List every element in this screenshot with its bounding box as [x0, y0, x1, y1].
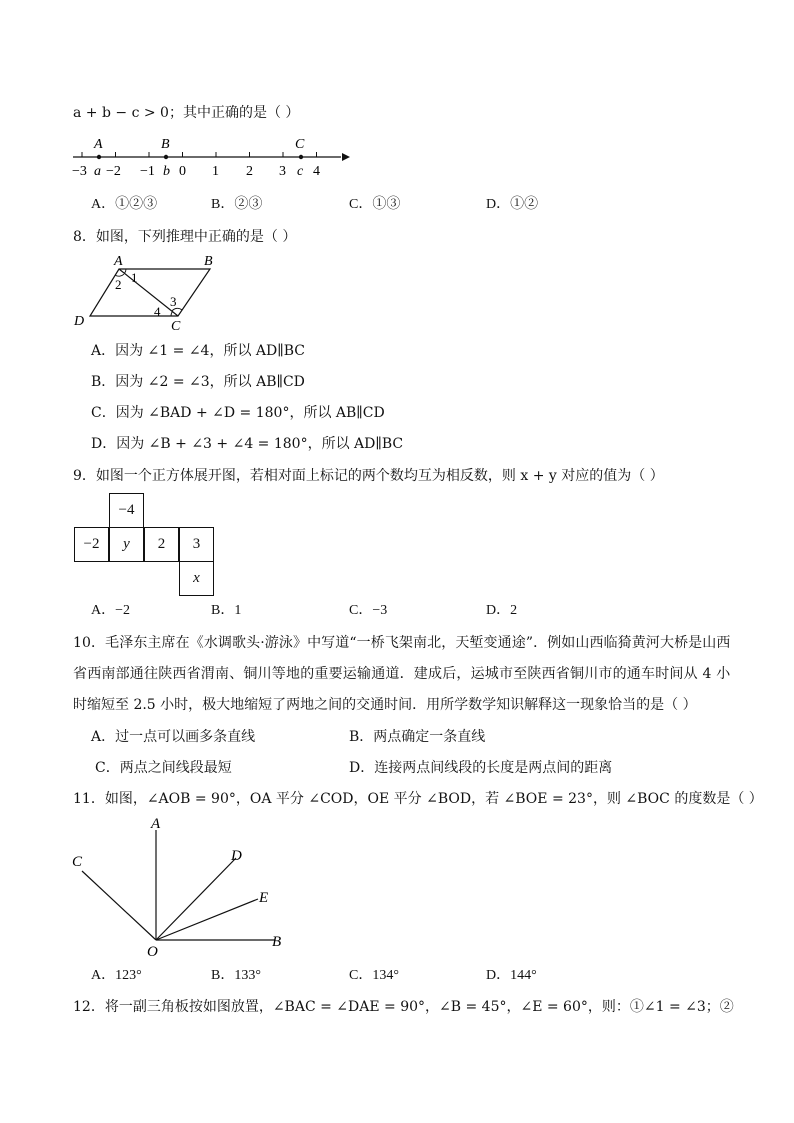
point-b [164, 155, 168, 159]
q11-label-O: O [147, 944, 158, 960]
q11-option-c[interactable]: C．134° [349, 968, 399, 983]
q8-parallelogram-figure [70, 252, 230, 332]
q8-vertex-B: B [204, 254, 213, 269]
q9-option-a[interactable]: A．−2 [91, 603, 131, 618]
nl-tick-0: 0 [179, 164, 186, 179]
q8-option-c[interactable]: C．因为 ∠BAD + ∠D = 180°，所以 AB∥CD [91, 405, 385, 421]
nl-tick-4: 4 [313, 164, 320, 179]
q7-stem-tail: a + b − c > 0；其中正确的是（ ） [73, 105, 300, 121]
point-c [299, 155, 303, 159]
q8-angle-4: 4 [154, 304, 161, 319]
q7-option-d[interactable]: D．①② [486, 197, 539, 212]
q9-stem: 9．如图一个正方体展开图，若相对面上标记的两个数均互为相反数，则 x + y 对应的值为（ ） [73, 468, 664, 484]
q10-line-3: 时缩短至 2.5 小时，极大地缩短了两地之间的交通时间．用所学数学知识解释这一现象恰当的是（ ） [73, 697, 697, 713]
point-a [97, 155, 101, 159]
net-cell-2: y [109, 527, 144, 562]
q8-vertex-C: C [171, 319, 181, 334]
q8-option-b[interactable]: B．因为 ∠2 = ∠3，所以 AB∥CD [91, 374, 305, 390]
nl-tick-2: 2 [246, 164, 253, 179]
q8-stem: 8．如图，下列推理中正确的是（ ） [73, 229, 297, 245]
q11-label-E: E [259, 890, 269, 906]
q7-option-b[interactable]: B．②③ [211, 197, 263, 212]
q8-angle-2: 2 [115, 277, 122, 292]
net-cell-bottom: x [179, 561, 214, 596]
nl-tick-m3: −3 [72, 164, 87, 179]
q9-option-c[interactable]: C．−3 [349, 603, 388, 618]
q10-line-1: 10．毛泽东主席在《水调歌头·游泳》中写道“一桥飞架南北，天堑变通途”．例如山西临猗黄河大桥是山西 [73, 635, 731, 651]
nl-tick-m1: −1 [140, 164, 155, 179]
net-cell-4: 3 [179, 527, 214, 562]
q11-label-D: D [231, 848, 242, 864]
q10-option-a[interactable]: A．过一点可以画多条直线 [91, 729, 256, 745]
q12-stem: 12．将一副三角板按如图放置，∠BAC = ∠DAE = 90°，∠B = 45°，∠E = 60°，则：①∠1 = ∠3；② [73, 999, 734, 1015]
q9-option-d[interactable]: D．2 [486, 603, 518, 618]
q8-angle-1: 1 [131, 270, 138, 285]
nl-letter-C: C [295, 137, 305, 152]
nl-tick-m2: −2 [106, 164, 121, 179]
q11-option-b[interactable]: B．133° [211, 968, 261, 983]
net-cell-3: 2 [144, 527, 179, 562]
q11-label-A: A [151, 816, 161, 832]
net-cell-1: −2 [74, 527, 109, 562]
q11-angle-figure [68, 812, 308, 962]
q7-number-line [66, 135, 366, 185]
q9-option-b[interactable]: B．1 [211, 603, 242, 618]
q11-option-a[interactable]: A．123° [91, 968, 142, 983]
q10-line-2: 省西南部通往陕西省渭南、铜川等地的重要运输通道．建成后，运城市至陕西省铜川市的通车时间从 4 小 [73, 666, 731, 682]
q11-option-d[interactable]: D．144° [486, 968, 537, 983]
nl-letter-B: B [161, 137, 170, 152]
q10-option-c[interactable]: C．两点之间线段最短 [95, 760, 232, 776]
q11-label-B: B [272, 934, 282, 950]
nl-var-c: c [297, 164, 304, 179]
net-cell-top: −4 [109, 493, 144, 528]
q8-option-d[interactable]: D．因为 ∠B + ∠3 + ∠4 = 180°，所以 AD∥BC [91, 436, 404, 452]
q7-option-a[interactable]: A．①②③ [91, 197, 158, 212]
q8-vertex-A: A [114, 254, 123, 269]
nl-var-a: a [94, 164, 101, 179]
q10-option-b[interactable]: B．两点确定一条直线 [349, 729, 486, 745]
nl-var-b: b [163, 164, 170, 179]
q10-option-d[interactable]: D．连接两点间线段的长度是两点间的距离 [349, 760, 613, 776]
q8-vertex-D: D [74, 314, 85, 329]
q7-option-c[interactable]: C．①③ [349, 197, 401, 212]
nl-tick-3: 3 [279, 164, 286, 179]
q8-angle-3: 3 [170, 294, 177, 309]
q11-label-C: C [72, 854, 83, 870]
nl-letter-A: A [94, 137, 103, 152]
q11-stem: 11．如图，∠AOB = 90°，OA 平分 ∠COD，OE 平分 ∠BOD，若 ∠BOE = 23°，则 ∠BOC 的度数是（ ） [73, 791, 763, 807]
nl-tick-1: 1 [212, 164, 219, 179]
q8-option-a[interactable]: A．因为 ∠1 = ∠4，所以 AD∥BC [91, 343, 305, 359]
